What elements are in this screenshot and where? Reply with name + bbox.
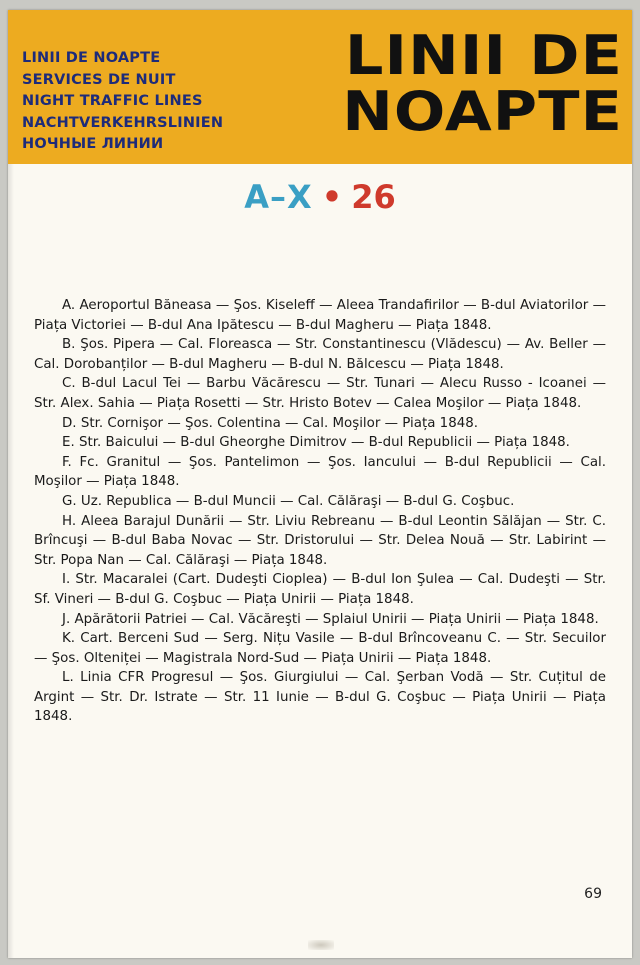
page-title-line2: NOAPTE	[342, 80, 624, 143]
route-entry: E. Str. Baicului — B-dul Gheorghe Dimitrov — B-dul Republicii — Piața 1848.	[62, 435, 570, 451]
route-range-label: A–X	[244, 178, 313, 216]
header-language-fr: SERVICES DE NUIT	[22, 71, 176, 88]
route-list	[8, 232, 632, 727]
header-language-ro: LINII DE NOAPTE	[22, 50, 161, 66]
subtitle-row	[8, 164, 632, 232]
page-title	[206, 24, 632, 143]
route-entry: H. Aleea Barajul Dunării — Str. Liviu Rebreanu — B-dul Leontin Sălăjan — Str. C. Brîncuşi — B-dul Baba Novac — Str. Dristorului — Str. Delea Nouă — Str. Labirint — Str. Popa Nan — Cal. Călăraşi — Piața 1848.	[34, 513, 606, 568]
paper-smudge	[308, 940, 334, 950]
header-title-block	[252, 10, 632, 143]
route-entry: K. Cart. Berceni Sud — Serg. Nițu Vasile — B-dul Brîncoveanu C. — Str. Secuilor — Şos. Olteniței — Magistrala Nord-Sud — Piața Unirii — Piața 1848.	[34, 631, 606, 666]
page-number: 69	[584, 886, 602, 902]
route-entry: F. Fc. Granitul — Şos. Pantelimon — Şos. Iancului — B-dul Republicii — Cal. Moşilor — Piața 1848.	[34, 454, 606, 490]
separator-dot: •	[321, 178, 343, 216]
header-language-ru: НОЧНЫЕ ЛИНИИ	[22, 136, 164, 152]
route-entry: C. B-dul Lacul Tei — Barbu Văcărescu — Str. Tunari — Alecu Russo - Icoanei — Str. Alex. Sahia — Piața Rosetti — Str. Hristo Botev — Calea Moşilor — Piața 1848.	[34, 376, 606, 411]
route-entry: L. Linia CFR Progresul — Şos. Giurgiului — Cal. Şerban Vodă — Str. Cuțitul de Argint — Str. Dr. Istrate — Str. 11 Iunie — B-dul G. Coşbuc — Piața Unirii — Piața 1848.	[34, 670, 606, 725]
page-title-line1: LINII DE	[344, 24, 624, 87]
route-entry: J. Apărătorii Patriei — Cal. Văcăreşti — Splaiul Unirii — Piața Unirii — Piața 1848.	[62, 611, 599, 627]
route-entry: B. Şos. Pipera — Cal. Floreasca — Str. Constantinescu (Vlădescu) — Av. Beller — Cal. Dorobanților — B-dul Magheru — B-dul N. Bălcescu — Piața 1848.	[34, 337, 606, 372]
header-band	[8, 10, 632, 164]
route-entry: D. Str. Cornişor — Şos. Colentina — Cal. Moşilor — Piața 1848.	[62, 415, 479, 431]
page-sheet	[8, 10, 632, 958]
header-language-de: NACHTVERKEHRSLINIEN	[22, 114, 224, 131]
section-number: 26	[351, 178, 396, 216]
header-language-en: NIGHT TRAFFIC LINES	[22, 93, 203, 109]
route-entry: A. Aeroportul Băneasa — Şos. Kiseleff — Aleea Trandafirilor — B-dul Aviatorilor — Piața Victoriei — B-dul Ana Ipătescu — B-dul Magheru — Piața 1848.	[34, 298, 606, 333]
route-entry: I. Str. Macaralei (Cart. Dudeşti Cioplea) — B-dul Ion Şulea — Cal. Dudeşti — Str. Sf. Vineri — B-dul G. Coşbuc — Piața Unirii — Piața 1848.	[34, 572, 606, 607]
route-entry: G. Uz. Republica — B-dul Muncii — Cal. Călăraşi — B-dul G. Coşbuc.	[62, 493, 515, 509]
